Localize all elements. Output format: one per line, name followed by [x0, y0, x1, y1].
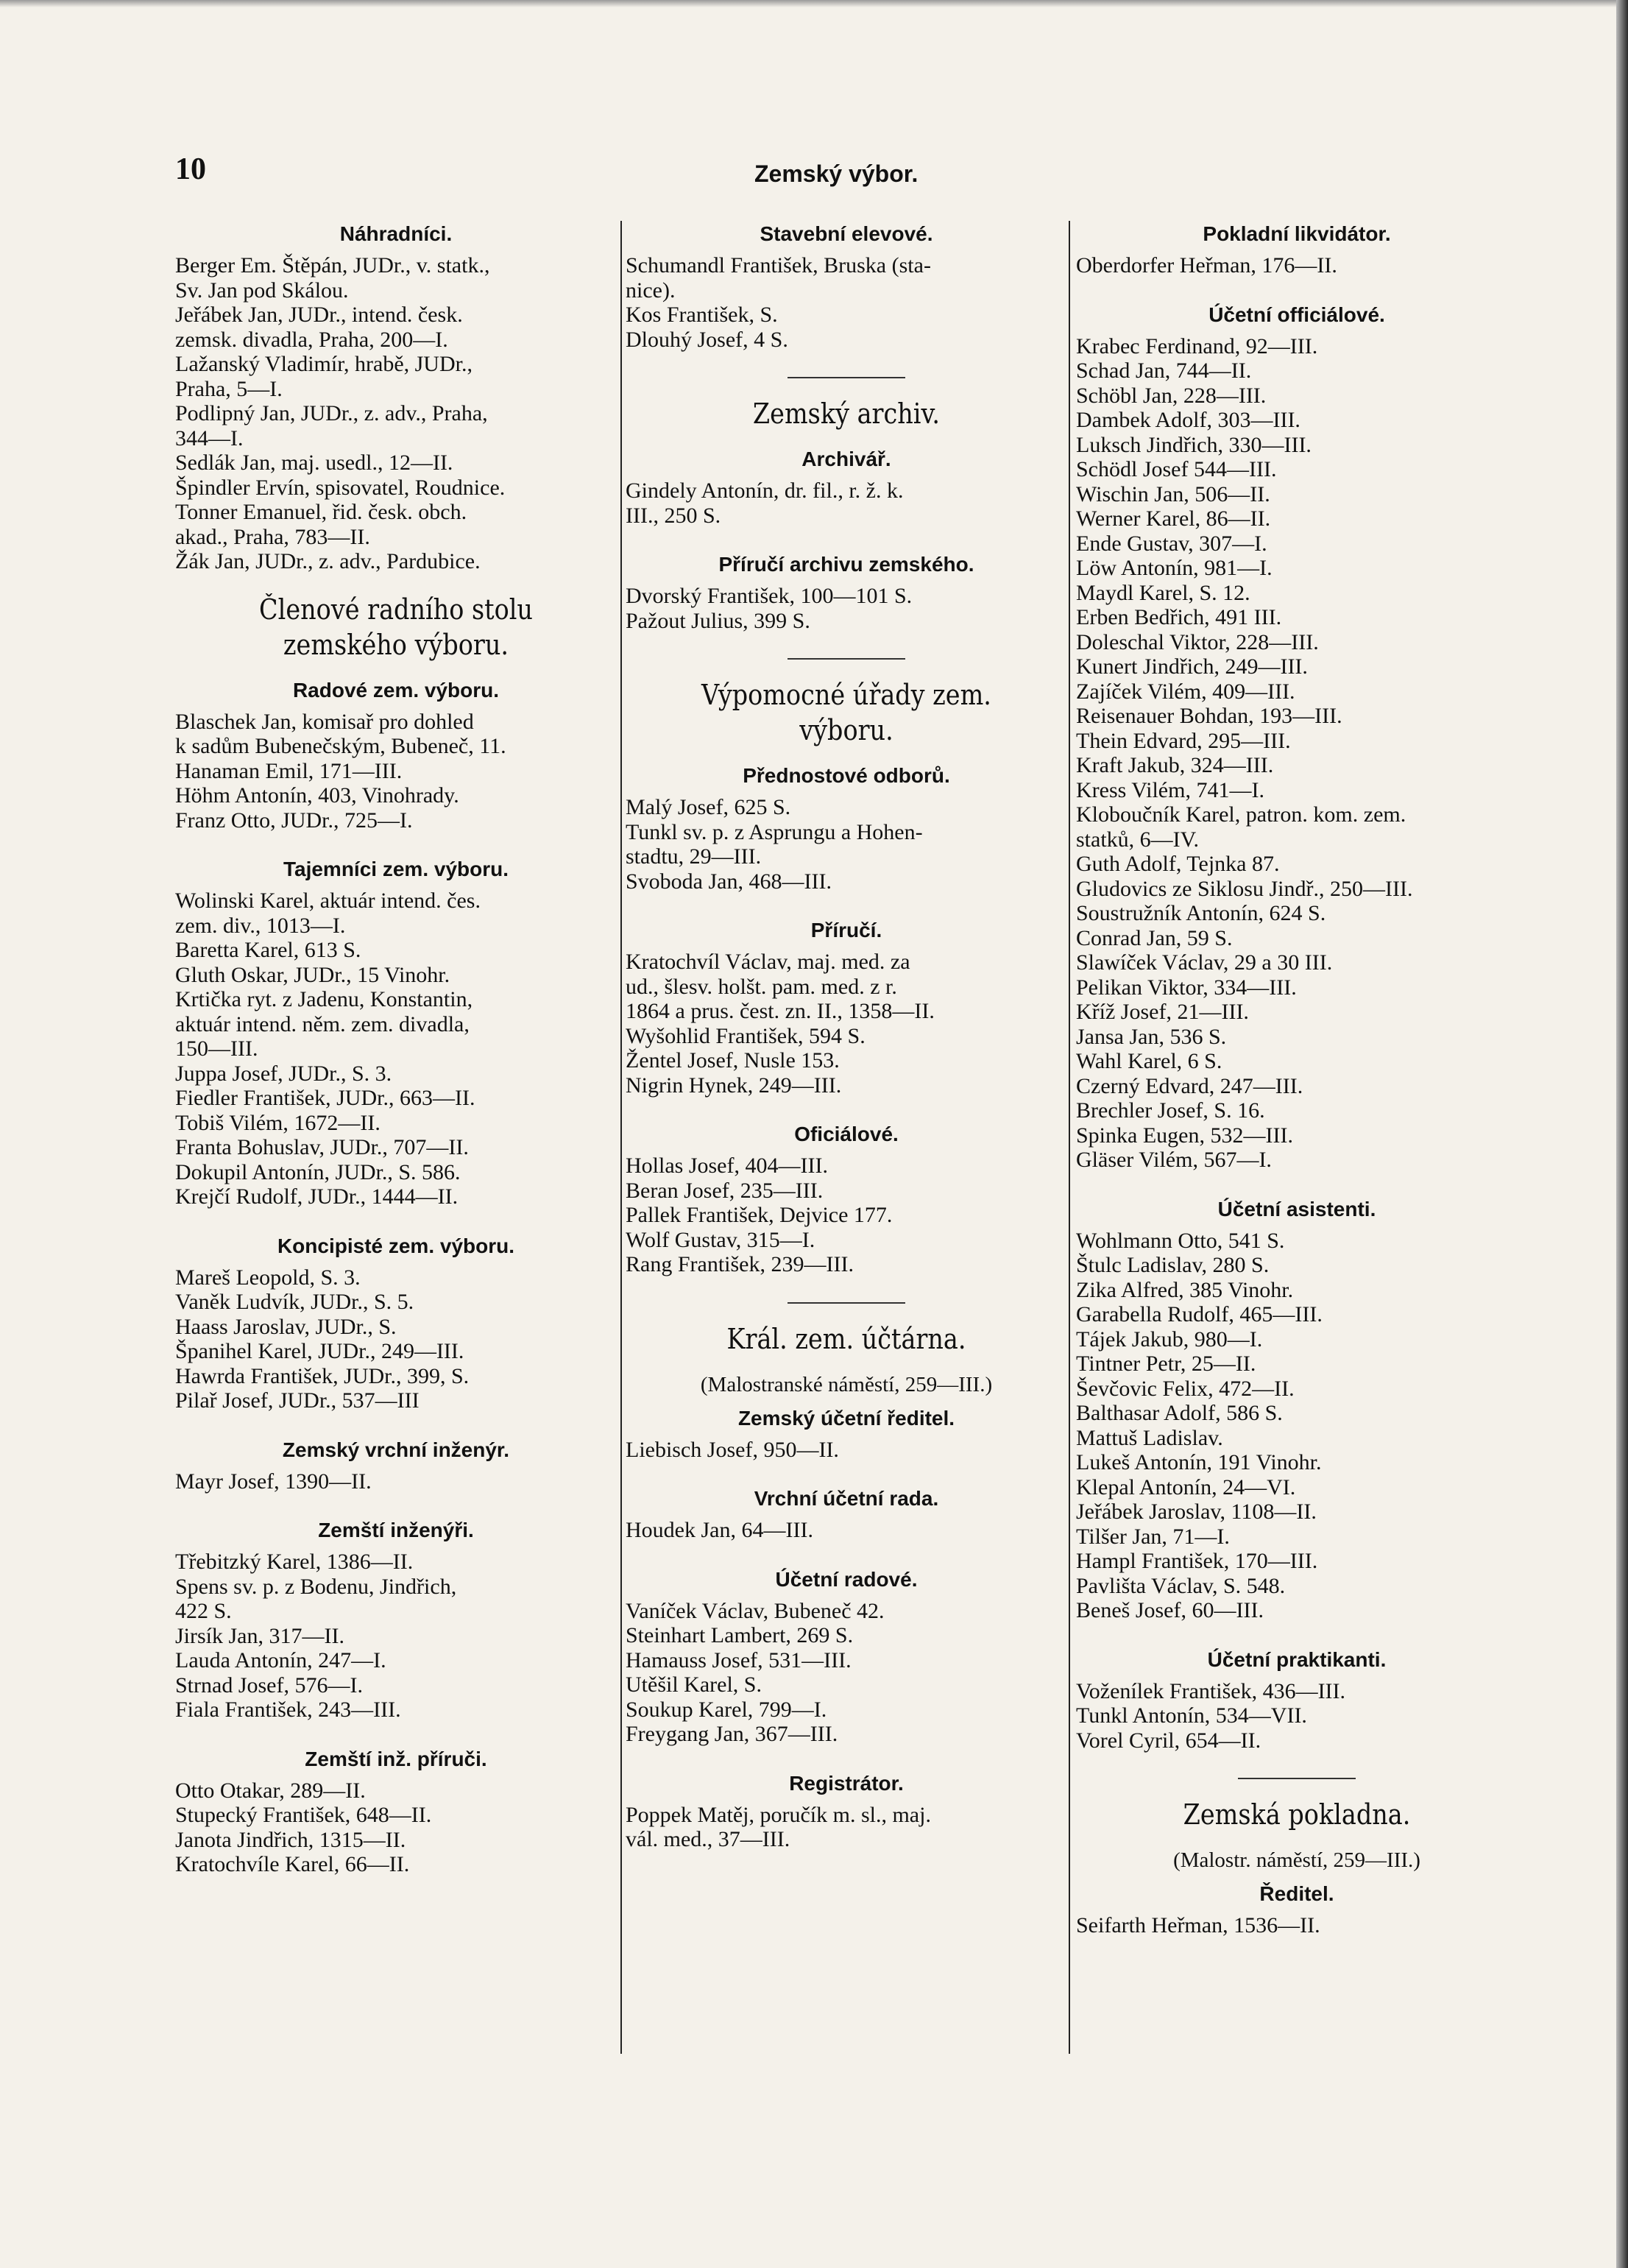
directory-entry: Ševčovic Felix, 472—II.	[1076, 1376, 1295, 1401]
directory-entry: Fiala František, 243—III.	[175, 1698, 401, 1722]
directory-entry: Vaníček Václav, Bubeneč 42.	[626, 1598, 885, 1623]
directory-entry: Balthasar Adolf, 586 S.	[1076, 1401, 1283, 1425]
section-heading: Registrátor.	[789, 1771, 904, 1795]
directory-entry: Juppa Josef, JUDr., S. 3.	[175, 1061, 392, 1086]
main-heading: Zemská pokladna.	[1183, 1798, 1411, 1831]
entry-list	[1076, 1913, 1518, 1938]
directory-entry: statků, 6—IV.	[1076, 827, 1199, 852]
entry-list	[1076, 1679, 1518, 1753]
directory-entry: Schöbl Jan, 228—III.	[1076, 383, 1267, 408]
directory-entry: Sedlák Jan, maj. usedl., 12—II.	[175, 451, 453, 475]
directory-entry: Berger Em. Štěpán, JUDr., v. statk.,	[175, 253, 490, 278]
directory-entry: Rang František, 239—III.	[626, 1252, 854, 1276]
entry-list	[626, 1599, 1067, 1747]
directory-entry: 422 S.	[175, 1599, 232, 1623]
main-heading: Výpomocné úřady zem. výboru.	[701, 679, 991, 746]
directory-entry: Spens sv. p. z Bodenu, Jindřich,	[175, 1574, 457, 1599]
directory-entry: Svoboda Jan, 468—III.	[626, 869, 832, 894]
directory-entry: Hamauss Josef, 531—III.	[626, 1647, 852, 1672]
directory-entry: Hanaman Emil, 171—III.	[175, 758, 403, 783]
directory-entry: III., 250 S.	[626, 503, 721, 528]
entry-list	[626, 1518, 1067, 1543]
directory-entry: Pilař Josef, JUDr., 537—III	[175, 1388, 420, 1413]
directory-entry: Wolf Gustav, 315—I.	[626, 1227, 815, 1252]
directory-entry: Lažanský Vladimír, hrabě, JUDr.,	[175, 352, 473, 376]
directory-entry: Mattuš Ladislav.	[1076, 1425, 1223, 1450]
entry-list	[175, 889, 617, 1209]
directory-entry: Kraft Jakub, 324—III.	[1076, 753, 1274, 777]
directory-entry: Otto Otakar, 289—II.	[175, 1778, 366, 1803]
directory-entry: Franta Bohuslav, JUDr., 707—II.	[175, 1135, 469, 1159]
section-heading: Účetní asistenti.	[1217, 1197, 1376, 1220]
column-divider-1	[620, 221, 622, 2054]
directory-entry: Ende Gustav, 307—I.	[1076, 531, 1267, 556]
directory-entry: Gindely Antonín, dr. fil., r. ž. k.	[626, 478, 904, 503]
directory-entry: Werner Karel, 86—II.	[1076, 506, 1271, 531]
directory-entry: Hawrda František, JUDr., 399, S.	[175, 1363, 470, 1388]
main-heading: Král. zem. účtárna.	[726, 1322, 966, 1355]
directory-entry: Tilšer Jan, 71—I.	[1076, 1524, 1230, 1549]
directory-entry: Garabella Rudolf, 465—III.	[1076, 1302, 1323, 1326]
entry-list	[626, 1803, 1067, 1852]
directory-entry: Janota Jindřich, 1315—II.	[175, 1827, 406, 1852]
directory-entry: Kunert Jindřich, 249—III.	[1076, 654, 1308, 679]
directory-entry: Mayr Josef, 1390—II.	[175, 1469, 372, 1494]
directory-entry: Strnad Josef, 576—I.	[175, 1672, 363, 1698]
main-heading: Členové radního stolu zemského výboru.	[259, 593, 533, 661]
directory-entry: Fiedler František, JUDr., 663—II.	[175, 1086, 475, 1110]
column-3	[1076, 213, 1518, 2061]
directory-entry: Pažout Julius, 399 S.	[626, 608, 810, 633]
section-heading: Tajemníci zem. výboru.	[283, 858, 509, 880]
section-heading: Stavební elevové.	[760, 222, 933, 245]
directory-entry: Špindler Ervín, spisovatel, Roudnice.	[175, 475, 506, 500]
directory-entry: Třebitzký Karel, 1386—II.	[175, 1550, 414, 1574]
directory-entry: Lukeš Antonín, 191 Vinohr.	[1076, 1450, 1322, 1474]
directory-entry: 150—III.	[175, 1036, 258, 1061]
entry-list	[626, 950, 1067, 1098]
directory-entry: Zajíček Vilém, 409—III.	[1076, 679, 1295, 704]
directory-entry: Schad Jan, 744—II.	[1076, 358, 1252, 383]
directory-entry: Dambek Adolf, 303—III.	[1076, 408, 1300, 432]
directory-entry: Reisenauer Bohdan, 193—III.	[1076, 704, 1342, 728]
directory-entry: Soustružník Antonín, 624 S.	[1076, 901, 1326, 925]
directory-entry: Beneš Josef, 60—III.	[1076, 1598, 1264, 1622]
directory-entry: Mareš Leopold, S. 3.	[175, 1265, 361, 1290]
directory-entry: Spinka Eugen, 532—III.	[1076, 1123, 1293, 1148]
directory-entry: Maydl Karel, S. 12.	[1076, 580, 1250, 605]
section-heading: Vrchní účetní rada.	[754, 1487, 939, 1510]
directory-entry: Doleschal Viktor, 228—III.	[1076, 629, 1319, 654]
directory-entry: Žák Jan, JUDr., z. adv., Pardubice.	[175, 549, 481, 573]
directory-entry: Steinhart Lambert, 269 S.	[626, 1623, 854, 1647]
directory-entry: Conrad Jan, 59 S.	[1076, 925, 1233, 950]
section-heading: Přednostové odborů.	[743, 764, 950, 787]
directory-entry: Tintner Petr, 25—II.	[1076, 1352, 1256, 1376]
directory-entry: Gludovics ze Siklosu Jindř., 250—III.	[1076, 876, 1413, 901]
directory-entry: Höhm Antonín, 403, Vinohrady.	[175, 783, 459, 808]
entry-list	[175, 1778, 617, 1877]
directory-entry: Sv. Jan pod Skálou.	[175, 278, 349, 303]
directory-entry: Krtička ryt. z Jadenu, Konstantin,	[175, 987, 473, 1011]
directory-entry: Freygang Jan, 367—III.	[626, 1722, 838, 1746]
directory-entry: nice).	[626, 278, 676, 303]
directory-entry: Haass Jaroslav, JUDr., S.	[175, 1314, 397, 1339]
directory-entry: vál. med., 37—III.	[626, 1827, 790, 1851]
directory-entry: Jirsík Jan, 317—II.	[175, 1623, 344, 1648]
directory-entry: Vorel Cyril, 654—II.	[1076, 1728, 1261, 1753]
section-rule	[788, 377, 905, 378]
directory-entry: 344—I.	[175, 425, 244, 451]
section-heading: Účetní radové.	[775, 1567, 918, 1591]
section-heading: Radové zem. výboru.	[292, 678, 500, 702]
directory-entry: Schödl Josef 544—III.	[1076, 457, 1277, 481]
directory-entry: Brechler Josef, S. 16.	[1076, 1098, 1265, 1123]
directory-entry: Kos František, S.	[626, 303, 778, 327]
entry-list	[626, 478, 1067, 528]
directory-entry: Wohlmann Otto, 541 S.	[1076, 1228, 1285, 1253]
section-heading: Zemský vrchní inženýr.	[282, 1438, 510, 1461]
address-note: (Malostranské náměstí, 259—III.)	[700, 1372, 993, 1396]
directory-entry: Liebisch Josef, 950—II.	[626, 1437, 839, 1462]
section-heading: Ředitel.	[1259, 1882, 1334, 1905]
column-1	[175, 213, 617, 2061]
directory-entry: Guth Adolf, Tejnka 87.	[1076, 852, 1280, 876]
directory-entry: Žentel Josef, Nusle 153.	[626, 1048, 840, 1073]
page-number: 10	[175, 152, 206, 186]
directory-entry: Zika Alfred, 385 Vinohr.	[1076, 1277, 1294, 1302]
directory-entry: k sadům Bubenečským, Bubeneč, 11.	[175, 734, 506, 758]
directory-entry: Löw Antonín, 981—I.	[1076, 556, 1273, 580]
directory-entry: Jeřábek Jan, JUDr., intend. česk.	[175, 303, 463, 327]
directory-entry: Houdek Jan, 64—III.	[626, 1518, 813, 1542]
entry-list	[626, 1438, 1067, 1463]
scan-top-edge	[0, 0, 1628, 7]
section-rule	[788, 1302, 905, 1304]
section-heading: Příručí archivu zemského.	[718, 553, 974, 576]
main-heading: Zemský archiv.	[752, 398, 941, 430]
directory-entry: Španihel Karel, JUDr., 249—III.	[175, 1339, 464, 1363]
entry-list	[626, 253, 1067, 352]
scan-right-edge	[1616, 0, 1628, 2268]
section-heading: Účetní officiálové.	[1208, 303, 1385, 326]
section-heading: Zemský účetní ředitel.	[737, 1406, 955, 1430]
directory-entry: Gluth Oskar, JUDr., 15 Vinohr.	[175, 962, 450, 987]
directory-entry: Schumandl František, Bruska (sta-	[626, 253, 931, 278]
entry-list	[175, 1265, 617, 1413]
section-heading: Oficiálové.	[794, 1123, 899, 1145]
directory-entry: Czerný Edvard, 247—III.	[1076, 1073, 1303, 1098]
entry-list	[1076, 1229, 1518, 1623]
section-heading: Náhradníci.	[339, 222, 453, 245]
section-heading: Zemští inženýři.	[318, 1519, 474, 1541]
directory-entry: Kratochvíl Václav, maj. med. za	[626, 950, 910, 974]
column-divider-2	[1069, 221, 1070, 2054]
directory-entry: Baretta Karel, 613 S.	[175, 938, 361, 962]
directory-entry: Jeřábek Jaroslav, 1108—II.	[1076, 1499, 1317, 1524]
section-rule	[788, 658, 905, 660]
entry-list	[626, 584, 1067, 633]
directory-entry: Blaschek Jan, komisař pro dohled	[175, 709, 474, 734]
directory-entry: Tunkl Antonín, 534—VII.	[1076, 1703, 1307, 1728]
entry-list	[175, 253, 617, 574]
directory-entry: Vaněk Ludvík, JUDr., S. 5.	[175, 1290, 414, 1314]
column-2	[626, 213, 1067, 2061]
directory-entry: Kress Vilém, 741—I.	[1076, 777, 1264, 802]
directory-entry: Wischin Jan, 506—II.	[1076, 481, 1270, 506]
entry-list	[1076, 253, 1518, 278]
directory-entry: Erben Bedřich, 491 III.	[1076, 605, 1282, 629]
section-heading: Účetní praktikanti.	[1207, 1647, 1387, 1671]
directory-entry: Malý Josef, 625 S.	[626, 795, 791, 819]
directory-entry: Franz Otto, JUDr., 725—I.	[175, 808, 413, 833]
directory-entry: Tájek Jakub, 980—I.	[1076, 1326, 1263, 1352]
directory-entry: Dvorský František, 100—101 S.	[626, 584, 913, 608]
directory-entry: Klepal Antonín, 24—VI.	[1076, 1474, 1296, 1499]
entry-list	[175, 1469, 617, 1494]
section-heading: Pokladní likvidátor.	[1203, 222, 1391, 245]
directory-entry: Dlouhý Josef, 4 S.	[626, 327, 788, 352]
directory-entry: Tonner Emanuel, řid. česk. obch.	[175, 500, 467, 524]
directory-entry: Utěšil Karel, S.	[626, 1672, 762, 1697]
directory-entry: zemsk. divadla, Praha, 200—I.	[175, 327, 448, 352]
address-note: (Malostr. náměstí, 259—III.)	[1173, 1848, 1420, 1872]
directory-entry: 1864 a prus. čest. zn. II., 1358—II.	[626, 999, 935, 1023]
directory-entry: Kloboučník Karel, patron. kom. zem.	[1076, 802, 1406, 827]
section-heading: Koncipisté zem. výboru.	[277, 1234, 515, 1257]
directory-entry: Hollas Josef, 404—III.	[626, 1154, 828, 1178]
directory-entry: Jansa Jan, 536 S.	[1076, 1024, 1227, 1049]
directory-entry: Hampl František, 170—III.	[1076, 1549, 1318, 1573]
directory-entry: Krabec Ferdinand, 92—III.	[1076, 333, 1318, 358]
directory-entry: Stupecký František, 648—II.	[175, 1803, 432, 1827]
directory-entry: Voženílek František, 436—III.	[1076, 1678, 1346, 1703]
directory-entry: Nigrin Hynek, 249—III.	[626, 1073, 842, 1098]
directory-entry: Wolinski Karel, aktuár intend. čes.	[175, 889, 481, 913]
directory-entry: Poppek Matěj, poručík m. sl., maj.	[626, 1802, 931, 1827]
directory-entry: Wahl Karel, 6 S.	[1076, 1049, 1222, 1073]
directory-entry: aktuár intend. něm. zem. divadla,	[175, 1011, 470, 1036]
directory-entry: akad., Praha, 783—II.	[175, 524, 370, 549]
directory-entry: Lauda Antonín, 247—I.	[175, 1648, 386, 1672]
directory-entry: Tobiš Vilém, 1672—II.	[175, 1110, 381, 1135]
directory-entry: Wyšohlid František, 594 S.	[626, 1023, 866, 1048]
entry-list	[175, 710, 617, 833]
directory-entry: ud., šlesv. holšt. pam. med. z r.	[626, 974, 897, 999]
running-title: Zemský výbor.	[754, 160, 919, 187]
entry-list	[1076, 334, 1518, 1173]
directory-entry: Štulc Ladislav, 280 S.	[1076, 1253, 1270, 1277]
entry-list	[626, 1154, 1067, 1277]
entry-list	[175, 1550, 617, 1723]
directory-entry: stadtu, 29—III.	[626, 844, 762, 869]
section-heading: Archivář.	[801, 448, 891, 470]
directory-entry: Seifarth Heřman, 1536—II.	[1076, 1913, 1320, 1937]
directory-entry: Soukup Karel, 799—I.	[626, 1697, 827, 1722]
directory-entry: Oberdorfer Heřman, 176—II.	[1076, 253, 1337, 278]
directory-entry: zem. div., 1013—I.	[175, 913, 346, 938]
directory-entry: Slawíček Václav, 29 a 30 III.	[1076, 950, 1333, 975]
section-heading: Zemští inž. příruči.	[305, 1747, 487, 1770]
directory-entry: Thein Edvard, 295—III.	[1076, 728, 1291, 753]
directory-entry: Tunkl sv. p. z Asprungu a Hohen-	[626, 819, 923, 844]
directory-entry: Praha, 5—I.	[175, 376, 283, 401]
directory-entry: Krejčí Rudolf, JUDr., 1444—II.	[175, 1184, 459, 1209]
directory-entry: Pallek František, Dejvice 177.	[626, 1203, 893, 1227]
directory-entry: Beran Josef, 235—III.	[626, 1178, 824, 1203]
directory-entry: Dokupil Antonín, JUDr., S. 586.	[175, 1159, 461, 1184]
directory-entry: Pavlišta Václav, S. 548.	[1076, 1573, 1286, 1598]
directory-entry: Kříž Josef, 21—III.	[1076, 1000, 1249, 1024]
directory-entry: Luksch Jindřich, 330—III.	[1076, 432, 1312, 457]
directory-entry: Gläser Vilém, 567—I.	[1076, 1148, 1272, 1172]
directory-entry: Kratochvíle Karel, 66—II.	[175, 1852, 410, 1876]
entry-list	[626, 795, 1067, 894]
directory-entry: Podlipný Jan, JUDr., z. adv., Praha,	[175, 401, 488, 425]
section-rule	[1238, 1778, 1356, 1779]
section-heading: Příručí.	[810, 919, 882, 942]
directory-entry: Pelikan Viktor, 334—III.	[1076, 975, 1297, 1000]
